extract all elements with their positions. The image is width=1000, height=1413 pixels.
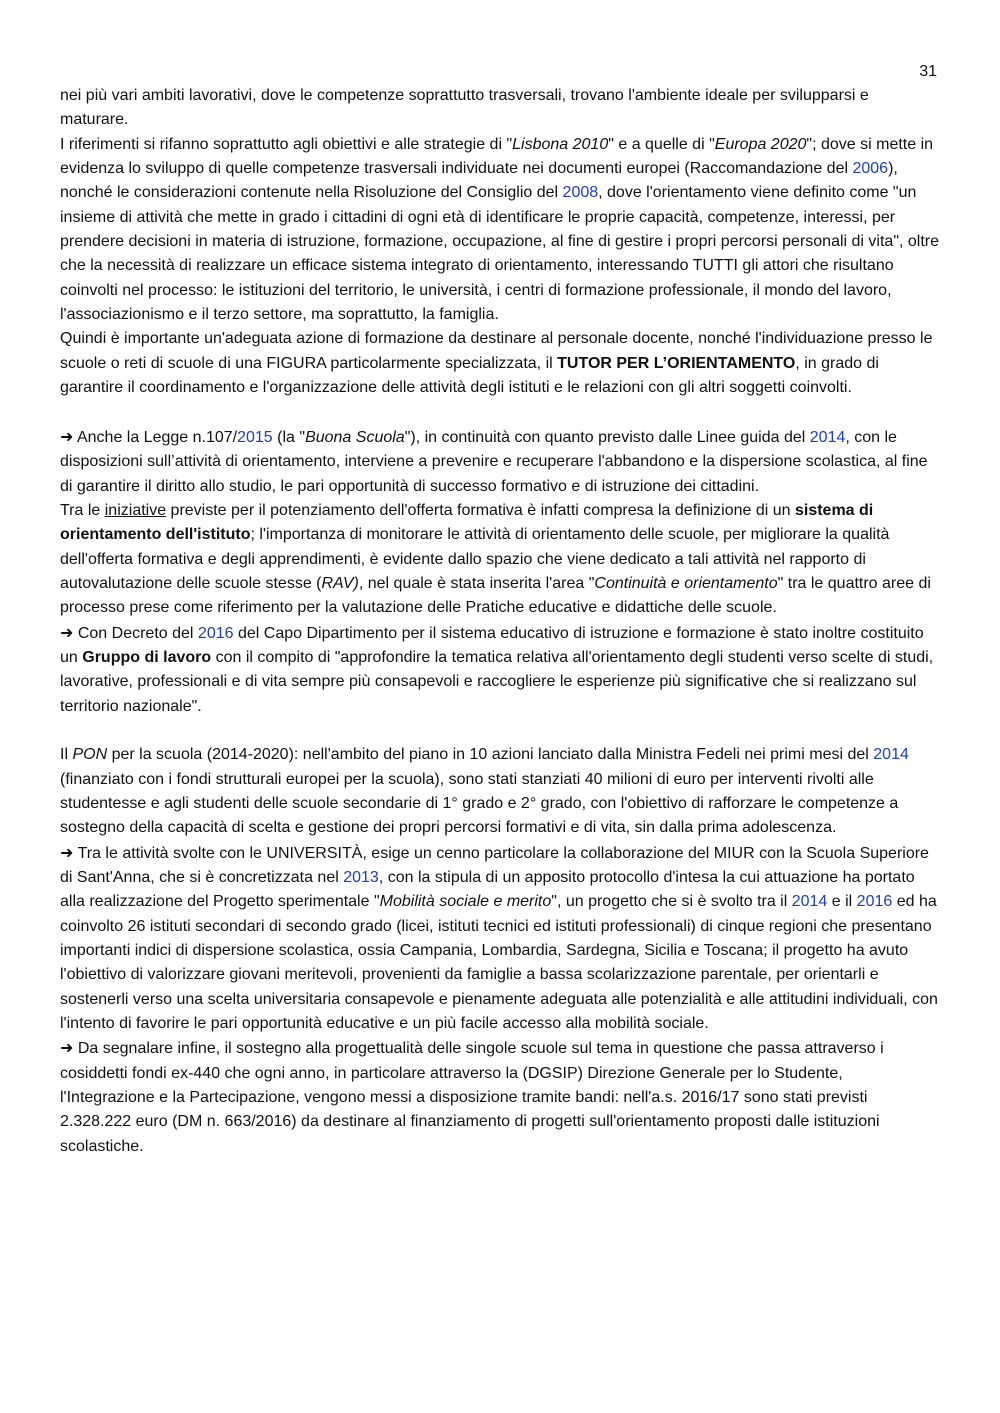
paragraph-spacer bbox=[60, 400, 940, 424]
text-run: previste per il potenziamento dell'offerta formativa è infatti compresa la definizione di un bbox=[166, 501, 795, 519]
year-link-2015[interactable]: 2015 bbox=[237, 428, 273, 446]
italic-rav: RAV) bbox=[321, 574, 359, 592]
italic-buona-scuola: Buona Scuola bbox=[305, 428, 405, 446]
paragraph-spacer bbox=[60, 719, 940, 743]
paragraph-competenze bbox=[60, 84, 940, 133]
paragraph-iniziative bbox=[60, 499, 940, 621]
text-run: Tra le bbox=[60, 501, 105, 519]
text-run: (la " bbox=[272, 428, 306, 446]
text-run: Tra le attività svolte con le UNIVERSITÀ, esige un cenno particolare la collaborazione del MIUR con la Scuola Superiore di Sant'Anna, che si è concretizzata nel bbox=[60, 844, 929, 886]
text-run: ", un progetto che si è svolto tra il bbox=[551, 893, 792, 911]
paragraph-fondi-440 bbox=[60, 1036, 940, 1159]
text-run: , con la stipula di un apposito protocollo d'intesa la cui attuazione ha portato alla realizzazione del Progetto sperimentale " bbox=[60, 869, 915, 911]
text-run: , in grado di garantire il coordinamento e l'organizzazione delle attività degli istituti e le relazioni con gli altri soggetti coinvolti. bbox=[60, 354, 879, 397]
paragraph-tutor bbox=[60, 327, 940, 400]
text-run: Con Decreto del bbox=[73, 624, 198, 642]
paragraph-pon bbox=[60, 743, 940, 840]
arrow-icon: ➜ bbox=[60, 622, 74, 642]
text-run: (finanziato con i fondi strutturali europei per la scuola), sono stati stanziati 40 milioni di euro per interventi rivolti alle studentesse e agli studenti delle scuole secondarie di 1° grado e 2° grado, con l'obiettivo di rafforzare le competenze a sostegno della capacità di scelta e gestione dei propri percorsi formativi e di vita, sin dalla prima adolescenza. bbox=[60, 770, 899, 837]
arrow-icon: ➜ bbox=[60, 842, 74, 862]
text-run: Il bbox=[60, 746, 73, 764]
text-run: ed ha coinvolto 26 istituti secondari di secondo grado (licei, istituti tecnici ed istituti professionali) di cinque regioni che presentano importanti indici di dispersione scolastica, ossia Campania, Lombardia, Sardegna, Sicilia e Toscana; il progetto ha avuto l'obiettivo di valorizzare giovani meritevoli, provenienti da famiglie a bassa scolarizzazione parentale, per orientarli e sostenerli verso una scelta universitaria consapevole e pienamente adeguata alle potenzialità e alle attitudini individuali, con l'intento di favorire le pari opportunità educative e un più facile accesso alla mobilità sociale. bbox=[60, 893, 938, 1033]
text-run: "), in continuità con quanto previsto dalle Linee guida del bbox=[404, 428, 810, 446]
year-link-2008[interactable]: 2008 bbox=[562, 184, 599, 202]
italic-mobilita-sociale: Mobilità sociale e merito bbox=[379, 893, 552, 911]
bold-sistema-orientamento: sistema di orientamento dell'istituto bbox=[60, 501, 874, 544]
text-run: Quindi è importante un'adeguata azione di formazione da destinare al personale docente, nonché l'individuazione presso le scuole o reti di scuole di una FIGURA particolarmente specializzata, il bbox=[60, 330, 933, 372]
bold-gruppo-di-lavoro: Gruppo di lavoro bbox=[82, 648, 212, 666]
paragraph-decreto-2016 bbox=[60, 621, 940, 719]
italic-continuita-orientamento: Continuità e orientamento bbox=[594, 574, 778, 592]
italic-pon: PON bbox=[72, 746, 108, 764]
bold-tutor-orientamento: TUTOR PER L’ORIENTAMENTO bbox=[557, 354, 796, 372]
underlined-iniziative: iniziative bbox=[104, 501, 167, 519]
text-run: " tra le quattro aree di processo prese come riferimento per la valutazione delle Pratiche educative e didattiche delle scuole. bbox=[60, 574, 931, 617]
year-link-2016[interactable]: 2016 bbox=[197, 624, 234, 642]
year-link-2013[interactable]: 2013 bbox=[343, 869, 379, 886]
text-run: , con le disposizioni sull’attività di orientamento, interviene a prevenire e recuperare l'abbandono e la dispersione scolastica, al fine di garantire il diritto allo studio, le pari opportunità di successo formativo e di istruzione dei cittadini. bbox=[60, 428, 928, 495]
text-run: e il bbox=[827, 893, 857, 911]
year-link-2006[interactable]: 2006 bbox=[852, 160, 889, 178]
text-run: del Capo Dipartimento per il sistema educativo di istruzione e formazione è stato inoltre costituito un bbox=[60, 624, 924, 666]
paragraph-riferimenti bbox=[60, 133, 940, 328]
arrow-icon: ➜ bbox=[60, 1038, 74, 1058]
paragraph-legge-107 bbox=[60, 425, 940, 499]
text-run: con il compito di "approfondire la tematica relativa all'orientamento degli studenti verso scelte di studi, lavorative, professionali e di vita sempre più consapevoli e raccogliere le esperienze più significative che si realizzano sul territorio nazionale". bbox=[60, 648, 934, 715]
text-run: ; l'importanza di monitorare le attività di orientamento delle scuole, per migliorare la qualità dell'offerta formativa e degli apprendimenti, è evidente dallo spazio che viene dedicato a tali attività nel rapporto di autovalutazione delle scuole stesse ( bbox=[60, 526, 890, 592]
year-link-2014[interactable]: 2014 bbox=[873, 746, 909, 764]
document-body bbox=[60, 84, 940, 1159]
text-run: Da segnalare infine, il sostegno alla progettualità delle singole scuole sul tema in questione che passa attraverso i cosiddetti fondi ex-440 che ogni anno, in particolare attraverso la (DGSIP) Direzione Generale per lo Studente, l'Integrazione e la Partecipazione, vengono messi a disposizione tramite bandi: nell'a.s. 2016/17 sono stati previsti 2.328.222 euro (DM n. 663/2016) da destinare al finanziamento di progetti sull'orientamento proposti dalle istituzioni scolastiche. bbox=[60, 1040, 884, 1155]
year-link-2014[interactable]: 2014 bbox=[791, 893, 828, 911]
arrow-icon: ➜ bbox=[60, 426, 74, 446]
italic-europa-2020: Europa 2020 bbox=[714, 135, 807, 153]
text-run: per la scuola (2014-2020): nell'ambito del piano in 10 azioni lanciato dalla Ministra Fedeli nei primi mesi del bbox=[107, 746, 874, 764]
text-run: , nel quale è stata inserita l'area " bbox=[358, 574, 595, 592]
text-run: , dove l'orientamento viene definito come "un insieme di attività che mette in grado i cittadini di ogni età di identificare le proprie capacità, competenze, interessi, per prendere decisioni in materia di istruzione, formazione, occupazione, al fine di gestire i propri percorsi personali di vita", oltre che la necessità di realizzare un efficace sistema integrato di orientamento, interessando TUTTI gli attori che risultano coinvolti nel processo: le istituzioni del territorio, le università, i centri di formazione professionale, il mondo del lavoro, l'associazionismo e il terzo settore, ma soprattutto, la famiglia. bbox=[60, 184, 940, 324]
paragraph-text: nei più vari ambiti lavorativi, dove le competenze soprattutto trasversali, trovano l'ambiente ideale per svilupparsi e maturare. bbox=[60, 87, 869, 129]
page-number: 31 bbox=[919, 63, 937, 80]
year-link-2014[interactable]: 2014 bbox=[809, 428, 846, 446]
text-run: I riferimenti si rifanno soprattutto agli obiettivi e alle strategie di " bbox=[60, 135, 513, 153]
paragraph-universita bbox=[60, 841, 940, 1037]
text-run: ), nonché le considerazioni contenute nella Risoluzione del Consiglio del bbox=[60, 160, 898, 202]
italic-lisbona-2010: Lisbona 2010 bbox=[512, 135, 609, 153]
text-run: Anche la Legge n.107/ bbox=[73, 428, 238, 446]
year-link-2016[interactable]: 2016 bbox=[856, 893, 893, 911]
text-run: "; dove si mette in evidenza lo sviluppo di quelle competenze trasversali individuate nei documenti europei (Raccomandazione del bbox=[60, 135, 934, 178]
text-run: " e a quelle di " bbox=[608, 135, 715, 153]
